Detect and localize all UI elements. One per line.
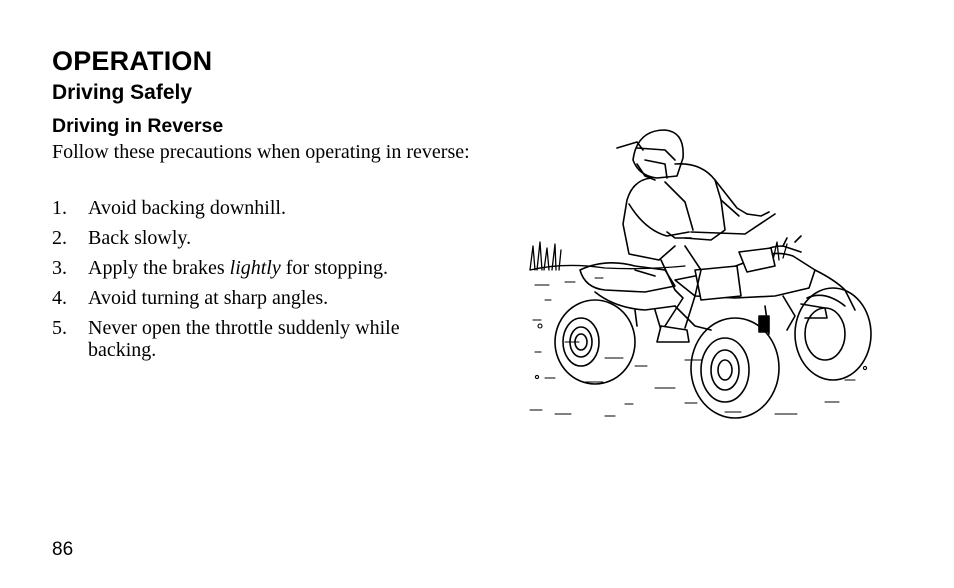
topic-title: Driving in Reverse: [52, 115, 224, 137]
item-text: [88, 257, 388, 279]
list-item: [52, 227, 472, 249]
item-text: Back slowly.: [88, 227, 192, 249]
precautions-list: [52, 197, 472, 369]
list-item: [52, 257, 472, 279]
item-text-before: Apply the brakes: [88, 257, 230, 279]
item-number: 4.: [52, 287, 67, 309]
item-number: 3.: [52, 257, 67, 279]
item-text: Never open the throttle suddenly while backing.: [88, 317, 400, 361]
item-number: 5.: [52, 317, 67, 339]
list-item: [52, 317, 472, 361]
item-text: Avoid backing downhill.: [88, 197, 286, 219]
item-number: 2.: [52, 227, 67, 249]
front-wheel-left: [691, 318, 779, 418]
list-item: [52, 287, 472, 309]
intro-paragraph: Follow these precautions when operating in reverse:: [52, 141, 470, 163]
atv-rider-illustration: [525, 120, 880, 422]
front-wheel-right: [795, 288, 871, 380]
item-text-after: for stopping.: [280, 257, 388, 279]
section-title: OPERATION: [52, 46, 213, 76]
item-text: Avoid turning at sharp angles.: [88, 287, 329, 309]
list-item: [52, 197, 472, 219]
page-number: 86: [52, 539, 74, 560]
subsection-title: Driving Safely: [52, 81, 193, 104]
emphasis-lightly: lightly: [229, 257, 281, 279]
atv-body: [580, 236, 855, 334]
item-number: 1.: [52, 197, 67, 219]
